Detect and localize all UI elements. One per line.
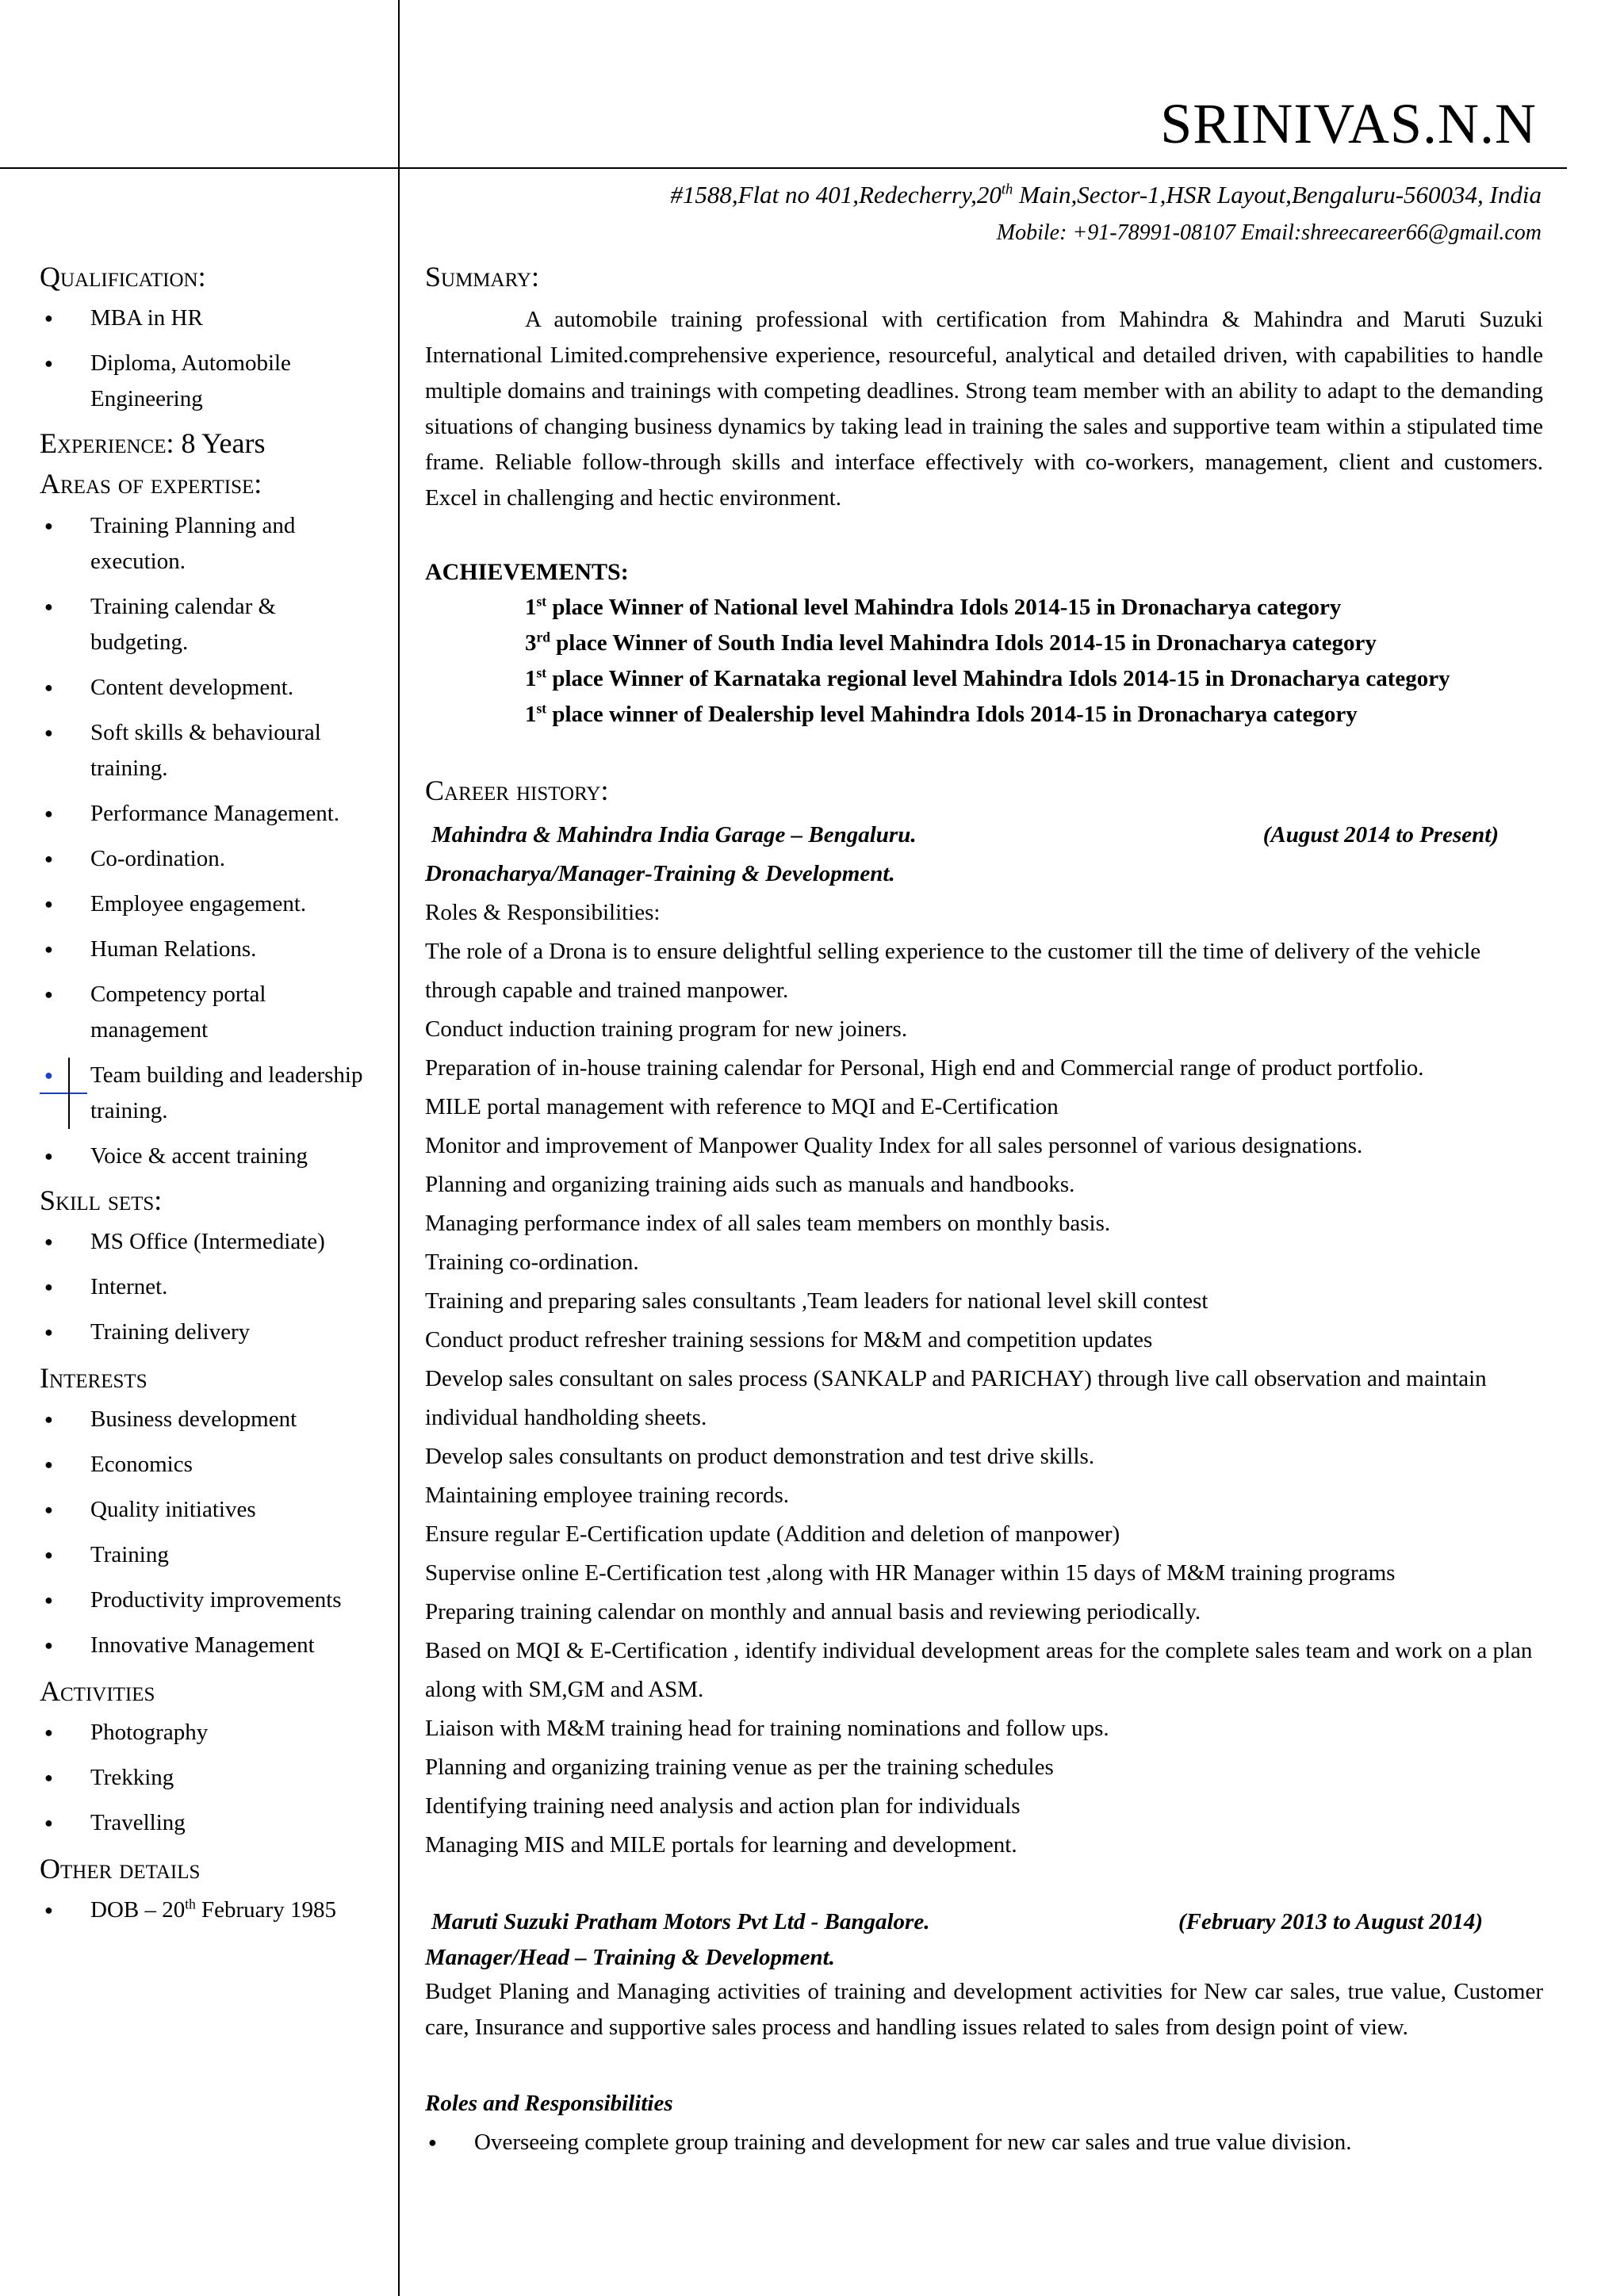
expertise-list [40,508,373,1174]
skills-list [40,1224,373,1350]
job2-role: Manager/Head – Training & Development. [425,1945,835,1971]
job1-dates: (August 2014 to Present) [1262,822,1499,848]
list-item: ● Co-ordination. [40,841,373,877]
sidebar [40,260,373,1938]
main-content [425,260,1543,2161]
job2-dates: (February 2013 to August 2014) [1178,1909,1483,1935]
list-item: ● MBA in HR [40,300,373,336]
responsibility-line: Preparing training calendar on monthly and annual basis and reviewing periodically. [425,1599,1201,1625]
list-item: ● Diploma, Automobile Engineering [40,346,373,417]
list-item: ● Training Planning and execution. [40,508,373,580]
list-item: ● Voice & accent training [40,1138,373,1174]
responsibility-line: Based on MQI & E-Certification , identify individual development areas for the complete sales team and work on a plan [425,1638,1533,1664]
job1-roles-label: Roles & Responsibilities: [425,900,661,926]
achievement-item: 1st place Winner of National level Mahindra Idols 2014-15 in Dronacharya category [525,593,1342,621]
list-item: ● Training [40,1537,373,1573]
interests-heading: Interests [40,1361,147,1394]
responsibility-line: Training co-ordination. [425,1249,639,1276]
list-item: ● Soft skills & behavioural training. [40,715,373,786]
responsibility-line: Ensure regular E-Certification update (Addition and deletion of manpower) [425,1521,1120,1548]
job1-role: Dronacharya/Manager-Training & Development. [425,861,895,887]
list-item: ● Training calendar & budgeting. [40,589,373,660]
header-divider [0,167,1567,169]
list-item: ● Photography [40,1715,373,1751]
list-item: ● Innovative Management [40,1628,373,1663]
other-details-heading: Other details [40,1853,201,1885]
list-item: ● MS Office (Intermediate) [40,1224,373,1260]
responsibility-line: Develop sales consultants on product demonstration and test drive skills. [425,1444,1095,1470]
job2-responsibilities [425,2123,1543,2161]
candidate-name: SRINIVAS.N.N [1160,92,1537,155]
list-item: ● Productivity improvements [40,1582,373,1618]
text-cursor-marker [40,1093,87,1094]
responsibility-line: Conduct induction training program for new joiners. [425,1016,908,1043]
achievements-heading: ACHIEVEMENTS: [425,559,629,586]
list-item: ● Training delivery [40,1314,373,1350]
achievement-item: 3rd place Winner of South India level Mahindra Idols 2014-15 in Dronacharya category [525,629,1377,656]
experience-heading: Experience: 8 Years [40,427,266,460]
summary-text: A automobile training professional with certification from Mahindra & Mahindra and Maruti Suzuki International Limited.comprehensive experience, resourceful, analytical and detailed driven, with capabilities to handle multiple domains and trainings with competing deadlines. Strong team member with an ability to adapt to the demanding situations of changing business dynamics by taking lead in training the sales and supportive team within a stipulated time frame. Reliable follow-through skills and interface effectively with co-workers, management, client and customers. Excel in challenging and hectic environment. [425,307,1543,511]
responsibility-line: Monitor and improvement of Manpower Quality Index for all sales personnel of various designations. [425,1133,1363,1159]
responsibility-line: Preparation of in-house training calendar for Personal, High end and Commercial range of product portfolio. [425,1055,1424,1081]
responsibility-line: along with SM,GM and ASM. [425,1677,704,1703]
responsibility-line: Managing performance index of all sales team members on monthly basis. [425,1211,1111,1237]
job2-company: Maruti Suzuki Pratham Motors Pvt Ltd - Bangalore. [431,1909,930,1935]
responsibility-line: MILE portal management with reference to MQI and E-Certification [425,1094,1059,1120]
career-heading: Career history: [425,775,609,807]
activities-heading: Activities [40,1674,155,1707]
job1-company: Mahindra & Mahindra India Garage – Bengaluru. [431,822,917,848]
interests-list [40,1402,373,1663]
list-item: ● Overseeing complete group training and development for new car sales and true value division. [425,2123,1543,2161]
list-item: ● Trekking [40,1760,373,1796]
list-item: ● Quality initiatives [40,1492,373,1528]
job2-description: Budget Planing and Managing activities of training and development activities for New car sales, true value, Customer care, Insurance and supportive sales process and handling issues related to sales from design point of view. [425,1979,1543,2041]
achievement-item: 1st place Winner of Karnataka regional level Mahindra Idols 2014-15 in Dronacharya category [525,664,1450,692]
other-details-list [40,1892,373,1928]
responsibility-line: Planning and organizing training aids such as manuals and handbooks. [425,1172,1075,1198]
summary-heading: Summary: [425,261,539,293]
qualification-heading: Qualification: [40,261,206,293]
responsibility-line: through capable and trained manpower. [425,978,789,1004]
responsibility-line: Maintaining employee training records. [425,1483,790,1509]
responsibility-line: The role of a Drona is to ensure delightful selling experience to the customer till the time of delivery of the vehicle [425,939,1481,965]
list-item: ● Employee engagement. [40,886,373,922]
responsibility-line: Planning and organizing training venue as per the training schedules [425,1755,1054,1781]
contact-line: Mobile: +91-78991-08107 Email:shreecareer66@gmail.com [996,220,1542,245]
vertical-divider [398,0,400,2296]
list-item: ● Travelling [40,1805,373,1841]
achievement-item: 1st place winner of Dealership level Mahindra Idols 2014-15 in Dronacharya category [525,700,1358,728]
list-item: ● Economics [40,1447,373,1483]
responsibility-line: Conduct product refresher training sessions for M&M and competition updates [425,1327,1153,1353]
activities-list [40,1715,373,1841]
expertise-heading: Areas of expertise: [40,468,262,500]
responsibility-line: individual handholding sheets. [425,1405,707,1431]
job1-responsibilities [425,932,1543,1865]
responsibility-line: Develop sales consultant on sales process (SANKALP and PARICHAY) through live call observation and maintain [425,1366,1487,1392]
responsibility-line: Training and preparing sales consultants ,Team leaders for national level skill contest [425,1288,1208,1314]
responsibility-line: Managing MIS and MILE portals for learning and development. [425,1832,1017,1858]
job2-header [425,1903,1543,1941]
list-item: ● Competency portal management [40,977,373,1048]
dob-item: ● DOB – 20th February 1985 [40,1892,373,1928]
responsibility-line: Liaison with M&M training head for training nominations and follow ups. [425,1716,1109,1742]
qualification-list [40,300,373,417]
address: #1588,Flat no 401,Redecherry,20th Main,Sector-1,HSR Layout,Bengaluru-560034, India [670,181,1542,209]
job1-header [425,816,1543,854]
list-item: ● Internet. [40,1269,373,1305]
job2-roles-label: Roles and Responsibilities [425,2091,673,2117]
list-item: ● Human Relations. [40,932,373,967]
responsibility-line: Supervise online E-Certification test ,along with HR Manager within 15 days of M&M training programs [425,1560,1396,1586]
list-item: ● Team building and leadership training. [40,1058,373,1129]
list-item: ● Performance Management. [40,796,373,832]
list-item: ● Content development. [40,670,373,706]
list-item: ● Business development [40,1402,373,1437]
responsibility-line: Identifying training need analysis and action plan for individuals [425,1793,1021,1820]
skills-heading: Skill sets: [40,1184,163,1216]
